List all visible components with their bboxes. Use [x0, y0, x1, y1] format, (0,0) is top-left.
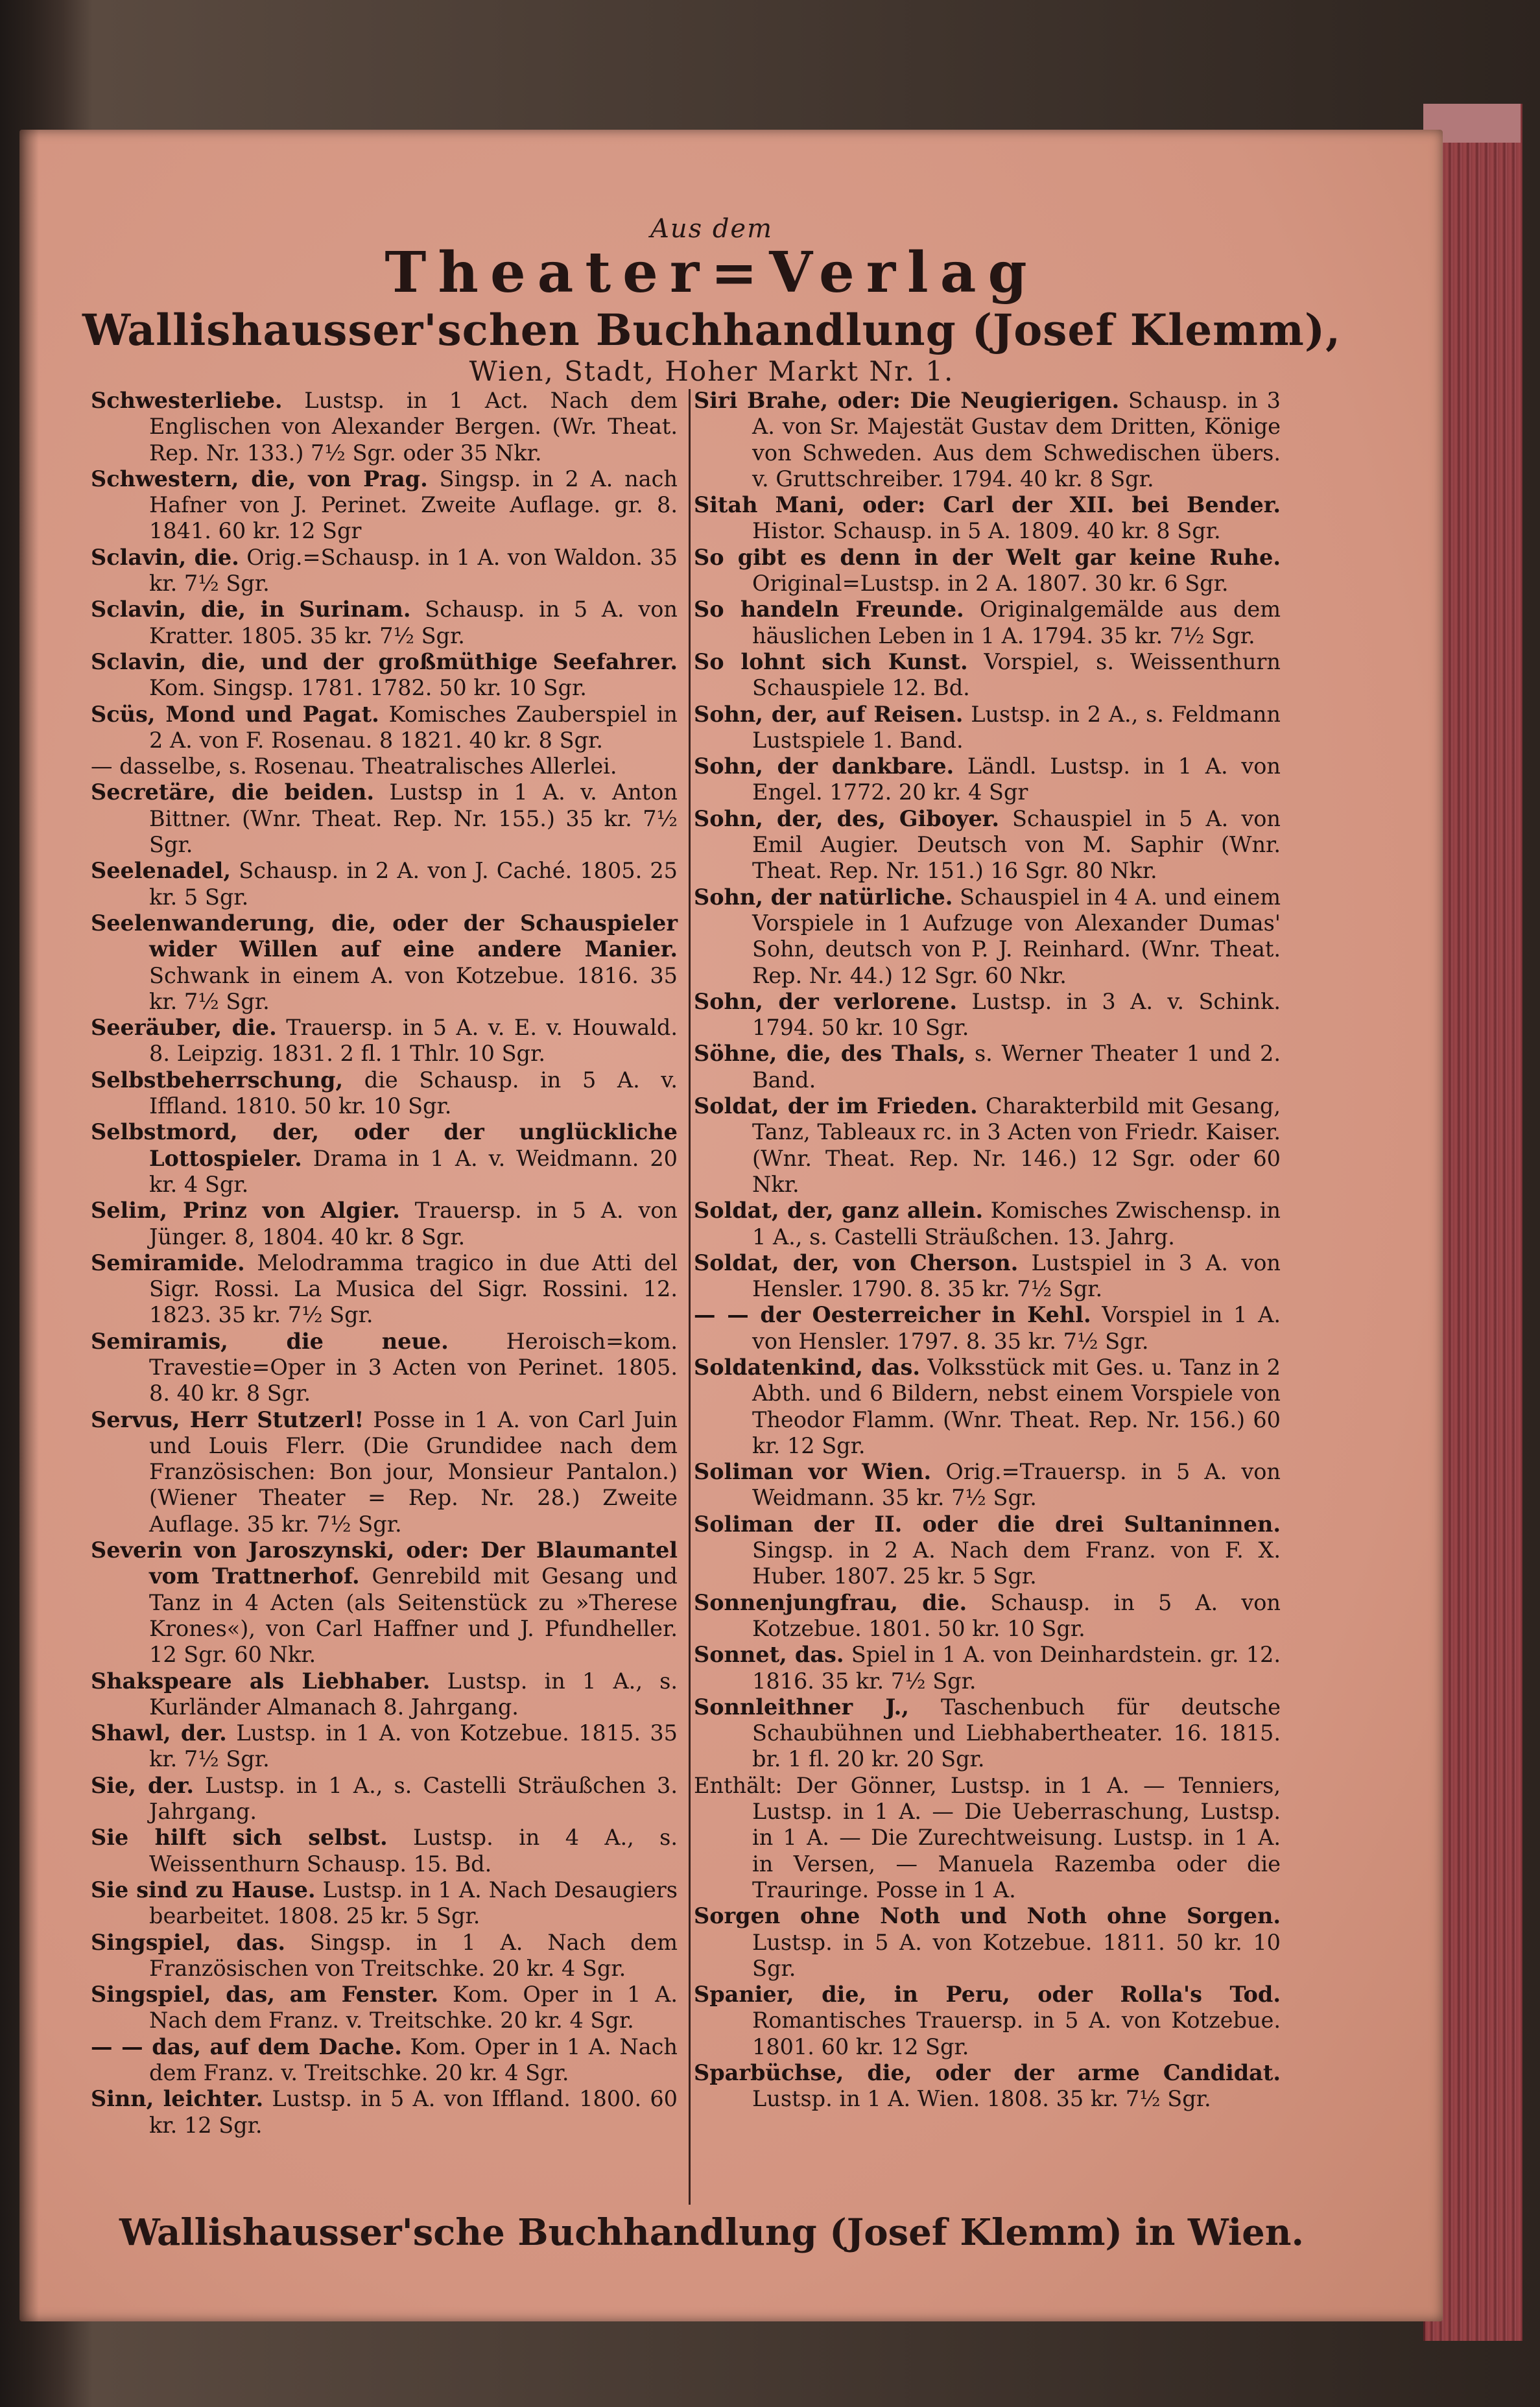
- entry-details: Heroisch=kom. Travestie=Oper in 3 Acten von Perinet. 1805. 8. 40 kr. 8 Sgr.: [149, 1328, 678, 1406]
- entry-title: Sohn, der dankbare.: [694, 753, 954, 779]
- catalog-entry: [694, 492, 1281, 545]
- entry-title: Sclavin, die, in Surinam.: [91, 597, 411, 622]
- entry-title: Sohn, der natürliche.: [694, 884, 953, 910]
- entry-title: Schwesterliebe.: [91, 388, 283, 413]
- entry-title: Shawl, der.: [91, 1720, 227, 1746]
- entry-title: Sclavin, die, und der großmüthige Seefahrer.: [91, 648, 678, 674]
- entry-details: Histor. Schausp. in 5 A. 1809. 40 kr. 8 Sgr.: [752, 518, 1221, 544]
- catalog-entry: [91, 1930, 678, 1982]
- catalog-entry: [694, 545, 1281, 597]
- catalog-entry: [91, 1250, 678, 1329]
- entry-details: Lustsp. in 1 Act. Nach dem Englischen von Alexander Bergen. (Wr. Theat. Rep. Nr. 133.) 7½ Sgr. oder 35 Nkr.: [149, 388, 678, 466]
- catalog-entry: [91, 858, 678, 910]
- entry-details: Vorspiel, s. Weissenthurn Schauspiele 12. Bd.: [752, 648, 1281, 701]
- entry-title: Sohn, der, auf Reisen.: [694, 701, 964, 727]
- right-catalog-column: [694, 388, 1281, 2113]
- catalog-entry: [694, 1198, 1281, 1250]
- entry-title: Seeräuber, die.: [91, 1015, 277, 1041]
- entry-details: Ländl. Lustsp. in 1 A. von Engel. 1772. 20 kr. 4 Sgr: [752, 753, 1281, 805]
- entry-title: So handeln Freunde.: [694, 597, 964, 622]
- entry-title: Scüs, Mond und Pagat.: [91, 701, 379, 727]
- entry-details: Spiel in 1 A. von Deinhardstein. gr. 12. 1816. 35 kr. 7½ Sgr.: [752, 1642, 1281, 1694]
- catalog-entry: [91, 910, 678, 1015]
- entry-title: Shakspeare als Liebhaber.: [91, 1668, 431, 1694]
- entry-details: Drama in 1 A. v. Weidmann. 20 kr. 4 Sgr.: [149, 1145, 678, 1197]
- catalog-entry: [694, 1512, 1281, 1590]
- catalog-entry: [694, 1041, 1281, 1093]
- entry-details: Lustspiel in 3 A. von Hensler. 1790. 8. 35 kr. 7½ Sgr.: [752, 1250, 1281, 1302]
- entry-details: Posse in 1 A. von Carl Juin und Louis Flerr. (Die Grundidee nach dem Französischen: Bon jour, Monsieur Pantalon.) (Wiener Theater = Rep. Nr. 28.) Zweite Auflage. 35 kr. 7½ Sgr.: [149, 1406, 678, 1537]
- entry-details: Volksstück mit Ges. u. Tanz in 2 Abth. und 6 Bildern, nebst einem Vorspiele von Theodor Flamm. (Wnr. Theat. Rep. Nr. 156.) 60 kr. 12 Sgr.: [752, 1354, 1281, 1458]
- entry-details: Lustsp. in 1 A. Wien. 1808. 35 kr. 7½ Sgr.: [752, 2086, 1211, 2112]
- entry-details: Schausp. in 5 A. von Kratter. 1805. 35 kr. 7½ Sgr.: [149, 597, 678, 648]
- catalog-entry: [694, 1694, 1281, 1773]
- entry-details: Lustsp. in 2 A., s. Feldmann Lustspiele 1. Band.: [752, 701, 1281, 753]
- entry-details: Orig.=Trauersp. in 5 A. von Weidmann. 35 kr. 7½ Sgr.: [752, 1459, 1281, 1511]
- entry-details: Schwank in einem A. von Kotzebue. 1816. 35 kr. 7½ Sgr.: [149, 962, 678, 1014]
- entry-details: Komisches Zwischensp. in 1 A., s. Castelli Sträußchen. 13. Jahrg.: [752, 1198, 1281, 1250]
- catalog-entry: [91, 1015, 678, 1067]
- entry-details: Genrebild mit Gesang und Tanz in 4 Acten (als Seitenstück zu »Therese Krones«), von Carl Haffner und J. Pfundheller. 12 Sgr. 60 Nkr.: [149, 1563, 678, 1668]
- entry-title: Sinn, leichter.: [91, 2086, 264, 2112]
- catalog-entry: [91, 2034, 678, 2087]
- entry-title: Severin von Jaroszynski, oder: Der Blaumantel vom Trattnerhof.: [91, 1537, 678, 1589]
- publisher-name: Wallishausser'schen Buchhandlung (Josef Klemm),: [82, 305, 1342, 355]
- entry-details: Orig.=Schausp. in 1 A. von Waldon. 35 kr. 7½ Sgr.: [149, 544, 678, 597]
- catalog-entry: [91, 753, 678, 779]
- entry-details: Lustsp. in 5 A. von Iffland. 1800. 60 kr. 12 Sgr.: [149, 2086, 678, 2138]
- entry-title: Sorgen ohne Noth und Noth ohne Sorgen.: [694, 1903, 1281, 1929]
- catalog-entry: [91, 1198, 678, 1250]
- entry-details: Singsp. in 2 A. nach Hafner von J. Perinet. Zweite Auflage. gr. 8. 1841. 60 kr. 12 Sgr: [149, 466, 678, 544]
- entry-title: Selbstbeherrschung,: [91, 1067, 344, 1093]
- catalog-entry: [91, 1877, 678, 1930]
- catalog-entry: [91, 1825, 678, 1877]
- entry-title: Sclavin, die.: [91, 544, 239, 570]
- catalog-entry: [694, 1903, 1281, 1982]
- page-gutter-shadow: [19, 130, 39, 2321]
- entry-title: Sonnenjungfrau, die.: [694, 1589, 967, 1615]
- catalog-entry: [694, 1459, 1281, 1512]
- catalog-entry: [91, 1773, 678, 1825]
- publisher-address: Wien, Stadt, Hoher Markt Nr. 1.: [469, 355, 954, 387]
- catalog-entry: [694, 649, 1281, 702]
- entry-title: Sohn, der, des, Giboyer.: [694, 805, 1000, 831]
- entry-title: Sparbüchse, die, oder der arme Candidat.: [694, 2060, 1281, 2085]
- header-aus-dem: Aus dem: [650, 214, 774, 244]
- entry-title: Soldat, der im Frieden.: [694, 1093, 978, 1119]
- catalog-entry: [694, 1773, 1281, 1903]
- entry-details: Lustsp in 1 A. v. Anton Bittner. (Wnr. Theat. Rep. Nr. 155.) 35 kr. 7½ Sgr.: [149, 779, 678, 858]
- catalog-entry: [91, 388, 678, 466]
- catalog-entry: [91, 2086, 678, 2139]
- entry-details: Trauersp. in 5 A. v. E. v. Houwald. 8. Leipzig. 1831. 2 fl. 1 Thlr. 10 Sgr.: [149, 1015, 678, 1067]
- catalog-entry: [91, 597, 678, 649]
- entry-title: Secretäre, die beiden.: [91, 779, 375, 805]
- entry-details: Lustsp. in 1 A., s. Castelli Sträußchen 3. Jahrgang.: [149, 1772, 678, 1825]
- catalog-entry: [91, 702, 678, 754]
- entry-title: — — das, auf dem Dache.: [91, 2034, 402, 2059]
- catalog-entry: [694, 989, 1281, 1041]
- entry-details: Lustsp. in 1 A. Nach Desaugiers bearbeitet. 1808. 25 kr. 5 Sgr.: [149, 1877, 678, 1929]
- entry-details: Singsp. in 2 A. Nach dem Franz. von F. X. Huber. 1807. 25 kr. 5 Sgr.: [752, 1537, 1281, 1589]
- entry-title: Selbstmord, der, oder der unglückliche Lottospieler.: [91, 1119, 678, 1171]
- catalog-entry: [694, 806, 1281, 884]
- entry-title: Siri Brahe, oder: Die Neugierigen.: [694, 388, 1120, 413]
- entry-details: Kom. Oper in 1 A. Nach dem Franz. v. Treitschke. 20 kr. 4 Sgr.: [149, 1982, 678, 2034]
- entry-details: Schausp. in 3 A. von Sr. Majestät Gustav dem Dritten, Könige von Schweden. Aus dem Schwedischen übers. v. Gruttschreiber. 1794. 40 kr. 8 Sgr.: [752, 388, 1281, 492]
- left-catalog-column: [91, 388, 678, 2139]
- catalog-entry: [694, 1355, 1281, 1459]
- entry-title: Sonnleithner J.,: [694, 1694, 909, 1720]
- entry-title: Singspiel, das.: [91, 1929, 286, 1955]
- catalog-entry: [694, 1642, 1281, 1694]
- entry-details: die Schausp. in 5 A. v. Iffland. 1810. 50 kr. 10 Sgr.: [149, 1067, 678, 1119]
- catalog-entry: [694, 1590, 1281, 1642]
- catalog-entry: [694, 753, 1281, 806]
- catalog-entry: [91, 1668, 678, 1721]
- catalog-entry: [694, 2060, 1281, 2113]
- catalog-entry: [91, 1329, 678, 1407]
- entry-details: Schauspiel in 4 A. und einem Vorspiele in 1 Aufzuge von Alexander Dumas' Sohn, deutsch von P. J. Reinhard. (Wnr. Theat. Rep. Nr. 44.) 12 Sgr. 60 Nkr.: [752, 884, 1281, 988]
- entry-details: Komisches Zauberspiel in 2 A. von F. Rosenau. 8 1821. 40 kr. 8 Sgr.: [149, 701, 678, 753]
- entry-details: Lustsp. in 3 A. v. Schink. 1794. 50 kr. 10 Sgr.: [752, 988, 1281, 1041]
- entry-title: Sie hilft sich selbst.: [91, 1825, 388, 1851]
- catalog-entry: [91, 1407, 678, 1537]
- entry-title: Soliman der II. oder die drei Sultaninnen.: [694, 1511, 1281, 1537]
- entry-title: Soldatenkind, das.: [694, 1354, 921, 1380]
- catalog-entry: [91, 545, 678, 597]
- catalog-entry: [91, 779, 678, 858]
- catalog-entry: [91, 466, 678, 545]
- catalog-entry: [694, 597, 1281, 649]
- entry-title: Seelenwanderung, die, oder der Schauspieler wider Willen auf eine andere Manier.: [91, 910, 678, 962]
- entry-details: Lustsp. in 1 A. von Kotzebue. 1815. 35 kr. 7½ Sgr.: [149, 1720, 678, 1772]
- entry-details: Charakterbild mit Gesang, Tanz, Tableaux rc. in 3 Acten von Friedr. Kaiser. (Wnr. Theat. Rep. Nr. 146.) 12 Sgr. oder 60 Nkr.: [752, 1093, 1281, 1197]
- entry-title: Selim, Prinz von Algier.: [91, 1198, 400, 1224]
- entry-title: Sohn, der verlorene.: [694, 988, 958, 1014]
- catalog-entry: [91, 649, 678, 702]
- entry-title: Semiramide.: [91, 1250, 245, 1275]
- entry-details: Taschenbuch für deutsche Schaubühnen und Liebhabertheater. 16. 1815. br. 1 fl. 20 kr. 20 Sgr.: [752, 1694, 1281, 1772]
- entry-details: Schauspiel in 5 A. von Emil Augier. Deutsch von M. Saphir (Wnr. Theat. Rep. Nr. 151.) 16 Sgr. 80 Nkr.: [752, 805, 1281, 884]
- catalog-entry: [694, 1302, 1281, 1355]
- catalog-entry: [694, 1250, 1281, 1303]
- entry-details: Lustsp. in 5 A. von Kotzebue. 1811. 50 kr. 10 Sgr.: [752, 1929, 1281, 1981]
- column-divider: [689, 389, 691, 2205]
- entry-title: Sonnet, das.: [694, 1642, 844, 1668]
- entry-title: Sie sind zu Hause.: [91, 1877, 316, 1903]
- entry-title: Seelenadel,: [91, 858, 231, 884]
- page-title: Theater=Verlag: [385, 240, 1039, 305]
- entry-details: Enthält: Der Gönner, Lustsp. in 1 A. — Tenniers, Lustsp. in 1 A. — Die Ueberraschung, Lustsp. in 1 A. — Die Zurechtweisung. Lustsp. in 1 A. in Versen, — Manuela Razemba oder die Trauringe. Posse in 1 A.: [694, 1772, 1281, 1903]
- entry-details: Trauersp. in 5 A. von Jünger. 8, 1804. 40 kr. 8 Sgr.: [149, 1198, 678, 1250]
- catalog-entry: [694, 702, 1281, 754]
- entry-title: So gibt es denn in der Welt gar keine Ruhe.: [694, 544, 1281, 570]
- entry-title: Soliman vor Wien.: [694, 1459, 932, 1485]
- catalog-entry: [91, 1537, 678, 1668]
- entry-title: Schwestern, die, von Prag.: [91, 466, 428, 492]
- entry-title: Söhne, die, des Thals,: [694, 1041, 966, 1067]
- entry-details: Romantisches Trauersp. in 5 A. von Kotzebue. 1801. 60 kr. 12 Sgr.: [752, 2008, 1281, 2059]
- catalog-entry: [694, 1093, 1281, 1198]
- entry-details: s. Werner Theater 1 und 2. Band.: [752, 1041, 1281, 1093]
- entry-details: Schausp. in 2 A. von J. Caché. 1805. 25 kr. 5 Sgr.: [149, 858, 678, 910]
- entry-title: So lohnt sich Kunst.: [694, 648, 968, 674]
- catalog-entry: [694, 1982, 1281, 2060]
- entry-details: Original=Lustsp. in 2 A. 1807. 30 kr. 6 Sgr.: [752, 571, 1229, 597]
- entry-details: Lustsp. in 4 A., s. Weissenthurn Schausp. 15. Bd.: [149, 1825, 678, 1877]
- entry-details: Originalgemälde aus dem häuslichen Leben in 1 A. 1794. 35 kr. 7½ Sgr.: [752, 597, 1281, 648]
- entry-title: Sie, der.: [91, 1772, 195, 1798]
- catalog-entry: [694, 884, 1281, 989]
- entry-title: Soldat, der, von Cherson.: [694, 1250, 1019, 1275]
- catalog-entry: [91, 1720, 678, 1773]
- entry-title: Semiramis, die neue.: [91, 1328, 449, 1354]
- catalog-entry: [694, 388, 1281, 492]
- entry-title: Sitah Mani, oder: Carl der XII. bei Bender.: [694, 492, 1281, 518]
- entry-details: Kom. Oper in 1 A. Nach dem Franz. v. Treitschke. 20 kr. 4 Sgr.: [149, 2034, 678, 2085]
- entry-details: Melodramma tragico in due Atti del Sigr. Rossi. La Musica del Sigr. Rossini. 12. 1823. 35 kr. 7½ Sgr.: [149, 1250, 678, 1328]
- entry-title: Soldat, der, ganz allein.: [694, 1198, 984, 1224]
- entry-details: — dasselbe, s. Rosenau. Theatralisches Allerlei.: [91, 753, 617, 779]
- catalog-entry: [91, 1067, 678, 1120]
- entry-title: Spanier, die, in Peru, oder Rolla's Tod.: [694, 1982, 1281, 2008]
- entry-title: Servus, Herr Stutzerl!: [91, 1406, 364, 1432]
- catalog-entry: [91, 1119, 678, 1198]
- footer-imprint: Wallishausser'sche Buchhandlung (Josef Klemm) in Wien.: [119, 2211, 1304, 2254]
- entry-details: Kom. Singsp. 1781. 1782. 50 kr. 10 Sgr.: [149, 675, 587, 701]
- catalog-entry: [91, 1982, 678, 2034]
- entry-title: Singspiel, das, am Fenster.: [91, 1982, 439, 2008]
- entry-details: Vorspiel in 1 A. von Hensler. 1797. 8. 35 kr. 7½ Sgr.: [752, 1302, 1281, 1354]
- entry-details: Singsp. in 1 A. Nach dem Französischen von Treitschke. 20 kr. 4 Sgr.: [149, 1929, 678, 1981]
- entry-title: — — der Oesterreicher in Kehl.: [694, 1302, 1091, 1328]
- entry-details: Lustsp. in 1 A., s. Kurländer Almanach 8. Jahrgang.: [149, 1668, 678, 1720]
- entry-details: Schausp. in 5 A. von Kotzebue. 1801. 50 kr. 10 Sgr.: [752, 1589, 1281, 1641]
